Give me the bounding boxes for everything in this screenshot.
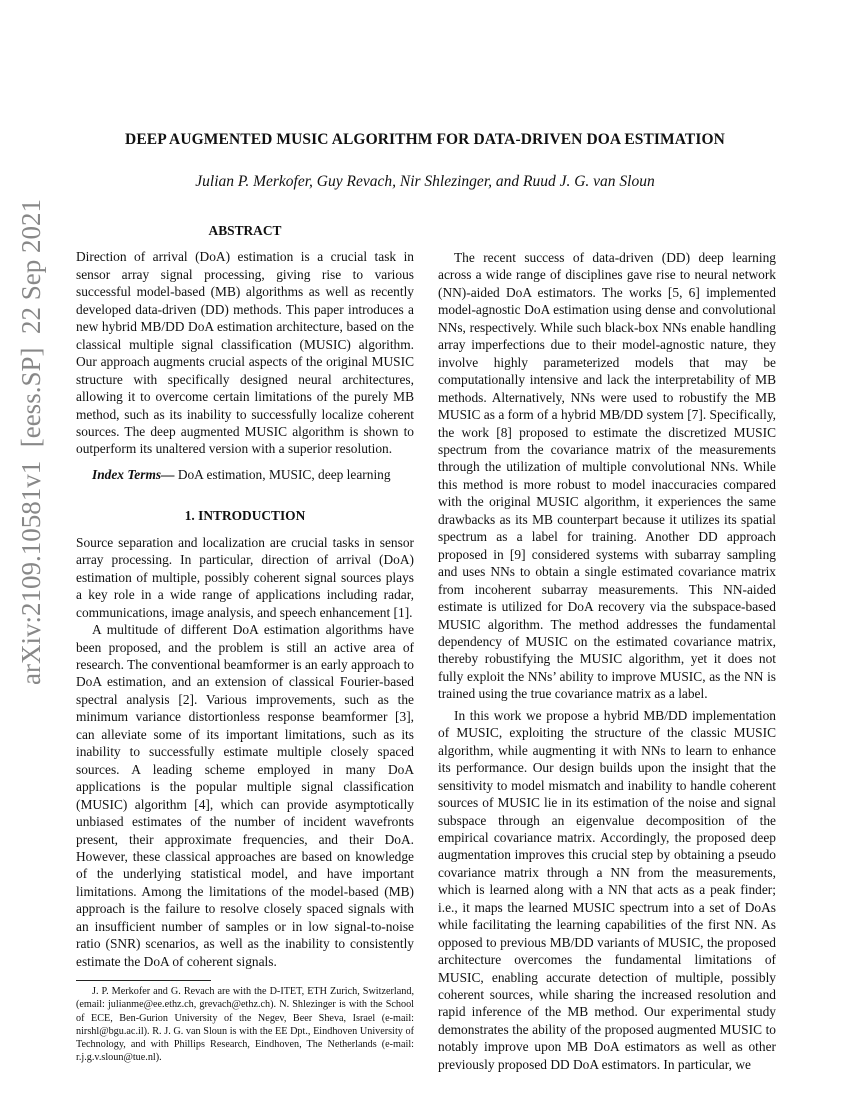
paper-title: DEEP AUGMENTED MUSIC ALGORITHM FOR DATA-DRIVEN DOA ESTIMATION bbox=[125, 131, 725, 148]
intro-paragraph: Source separation and localization are crucial tasks in sensor array processing. In particular, direction of arrival (DoA) estimation of multiple, possibly coherent signal sources plays a key role in a wide range of applications including radar, communications, image analysis, and speech enhancement [1]. bbox=[76, 534, 414, 620]
body-paragraph: The recent success of data-driven (DD) deep learning across a wide range of disciplines gave rise to neural network (NN)-aided DoA estimators. The works [5, 6] implemented model-agnostic DoA estimation using dense and convolutional NNs, respectively. While such black-box NNs enable handling array imperfections due to their model-agnostic nature, they involve highly parameterized models that may be computationally intensive and lack the interpretability of MB methods. Alternatively, NNs were used to robustify the MB MUSIC as a form of a hybrid MB/DD system [7]. Specifically, the work [8] proposed to estimate the discretized MUSIC spectrum from the covariance matrix of the measurements through the utilization of multiple convolutional NNs. While this method is more robust to model inaccuracies compared with the original MUSIC algorithm, it experiences the same drawbacks as its MB counterpart because it utilizes its spatial spectrum as a label for training. Another DD approach proposed in [9] considered systems with subarray sampling and uses NNs to obtain a single estimated covariance matrix from incoherent subarray measurements. This NN-aided estimate is utilized for DoA recovery via the subspace-based MUSIC algorithm. The method addresses the fundamental dependency of MUSIC on the estimated covariance matrix, thereby robustifying the MUSIC algorithm, yet it does not fully exploit the NNs’ ability to improve MUSIC, as the NN is trained using the true covariance matrix as a label. bbox=[438, 250, 776, 702]
abstract-text: Direction of arrival (DoA) estimation is a crucial task in sensor array signal processing, giving rise to various successful model-based (MB) algorithms as well as recently developed data-driven (DD) methods. This paper introduces a new hybrid MB/DD DoA estimation architecture, based on the classical multiple signal classification (MUSIC) algorithm. Our approach augments crucial aspects of the original MUSIC structure with specifically designed neural architectures, allowing it to overcome certain limitations of the purely MB method, such as its inability to successfully localize coherent sources. The deep augmented MUSIC algorithm is shown to outperform its unaltered version with a superior resolution. bbox=[76, 249, 414, 457]
intro-heading: 1. INTRODUCTION bbox=[184, 508, 306, 524]
index-terms-text: DoA estimation, MUSIC, deep learning bbox=[174, 466, 391, 482]
arxiv-identifier: arXiv:2109.10581v1 [eess.SP] 22 Sep 2021 bbox=[16, 199, 46, 685]
footnote: J. P. Merkofer and G. Revach are with the D-ITET, ETH Zurich, Switzerland, (email: julianme@ee.ethz.ch, grevach@ethz.ch). N. Shlezinger is with the School of ECE, Ben-Gurion University of the Negev, Beer Sheva, Israel (e-mail: nirshl@bgu.ac.il). R. J. G. van Sloun is with the EE Dpt., Eindhoven University of Technology, and with Phillips Research, Eindhoven, The Netherlands (e-mail: r.j.g.v.sloun@tue.nl). bbox=[76, 986, 414, 1064]
left-column bbox=[76, 222, 414, 1064]
intro-paragraph: A multitude of different DoA estimation algorithms have been proposed, and the problem is still an active area of research. The conventional beamformer is an early approach to DoA estimation, and an extension of classical Fourier-based spectral analysis [2]. Various improvements, such as the minimum variance distortionless response beamformer [3], can alleviate some of its important limitations, such as its inability to successfully estimate multiple closely spaced sources. A leading scheme employed in many DoA applications is the popular multiple signal classification (MUSIC) algorithm [4], which can provide asymptotically unbiased estimates of the number of incident wavefronts present, their approximate frequencies, and their DoA. However, these classical approaches are based on knowledge of the underlying statistical model, and have important limitations. Among the limitations of the model-based (MB) approach is the failure to resolve closely spaced signals with an insufficient number of samples or in low signal-to-noise ratio (SNR) scenarios, as well as the inability to consistently estimate the DoA of coherent signals. bbox=[76, 622, 414, 969]
right-column bbox=[438, 249, 776, 1073]
index-terms-label: Index Terms— bbox=[92, 466, 175, 482]
index-terms bbox=[76, 466, 414, 483]
authors: Julian P. Merkofer, Guy Revach, Nir Shlezinger, and Ruud J. G. van Sloun bbox=[195, 173, 655, 190]
footnote-rule bbox=[76, 980, 211, 981]
abstract-heading: ABSTRACT bbox=[208, 223, 282, 238]
body-paragraph: In this work we propose a hybrid MB/DD implementation of MUSIC, exploiting the structure of the classic MUSIC algorithm, while augmenting it with NNs to learn to enhance its performance. Our design builds upon the insight that the sensitivity to model mismatch and inability to handle coherent sources of MUSIC lie in its estimation of the noise and signal subspace through an eigenvalue decomposition of the empirical covariance matrix. Accordingly, the proposed deep augmentation improves this crucial step by obtaining a pseudo covariance matrix through a NN from the measurements, which is learned along with a NN that acts as a peak finder; i.e., it maps the learned MUSIC spectrum into a set of DoAs while facilitating the learning capabilities of the first NN. As opposed to previous MB/DD variants of MUSIC, the proposed architecture overcomes the fundamental limitations of MUSIC, enabling accurate detection of multiple, possibly coherent sources, while sharing the increased resolution and rapid inference of the MB method. Our experimental study demonstrates the ability of the proposed augmented MUSIC to notably improve upon MB DoA estimators as well as other previously proposed DD DoA estimators. In particular, we bbox=[438, 707, 776, 1072]
